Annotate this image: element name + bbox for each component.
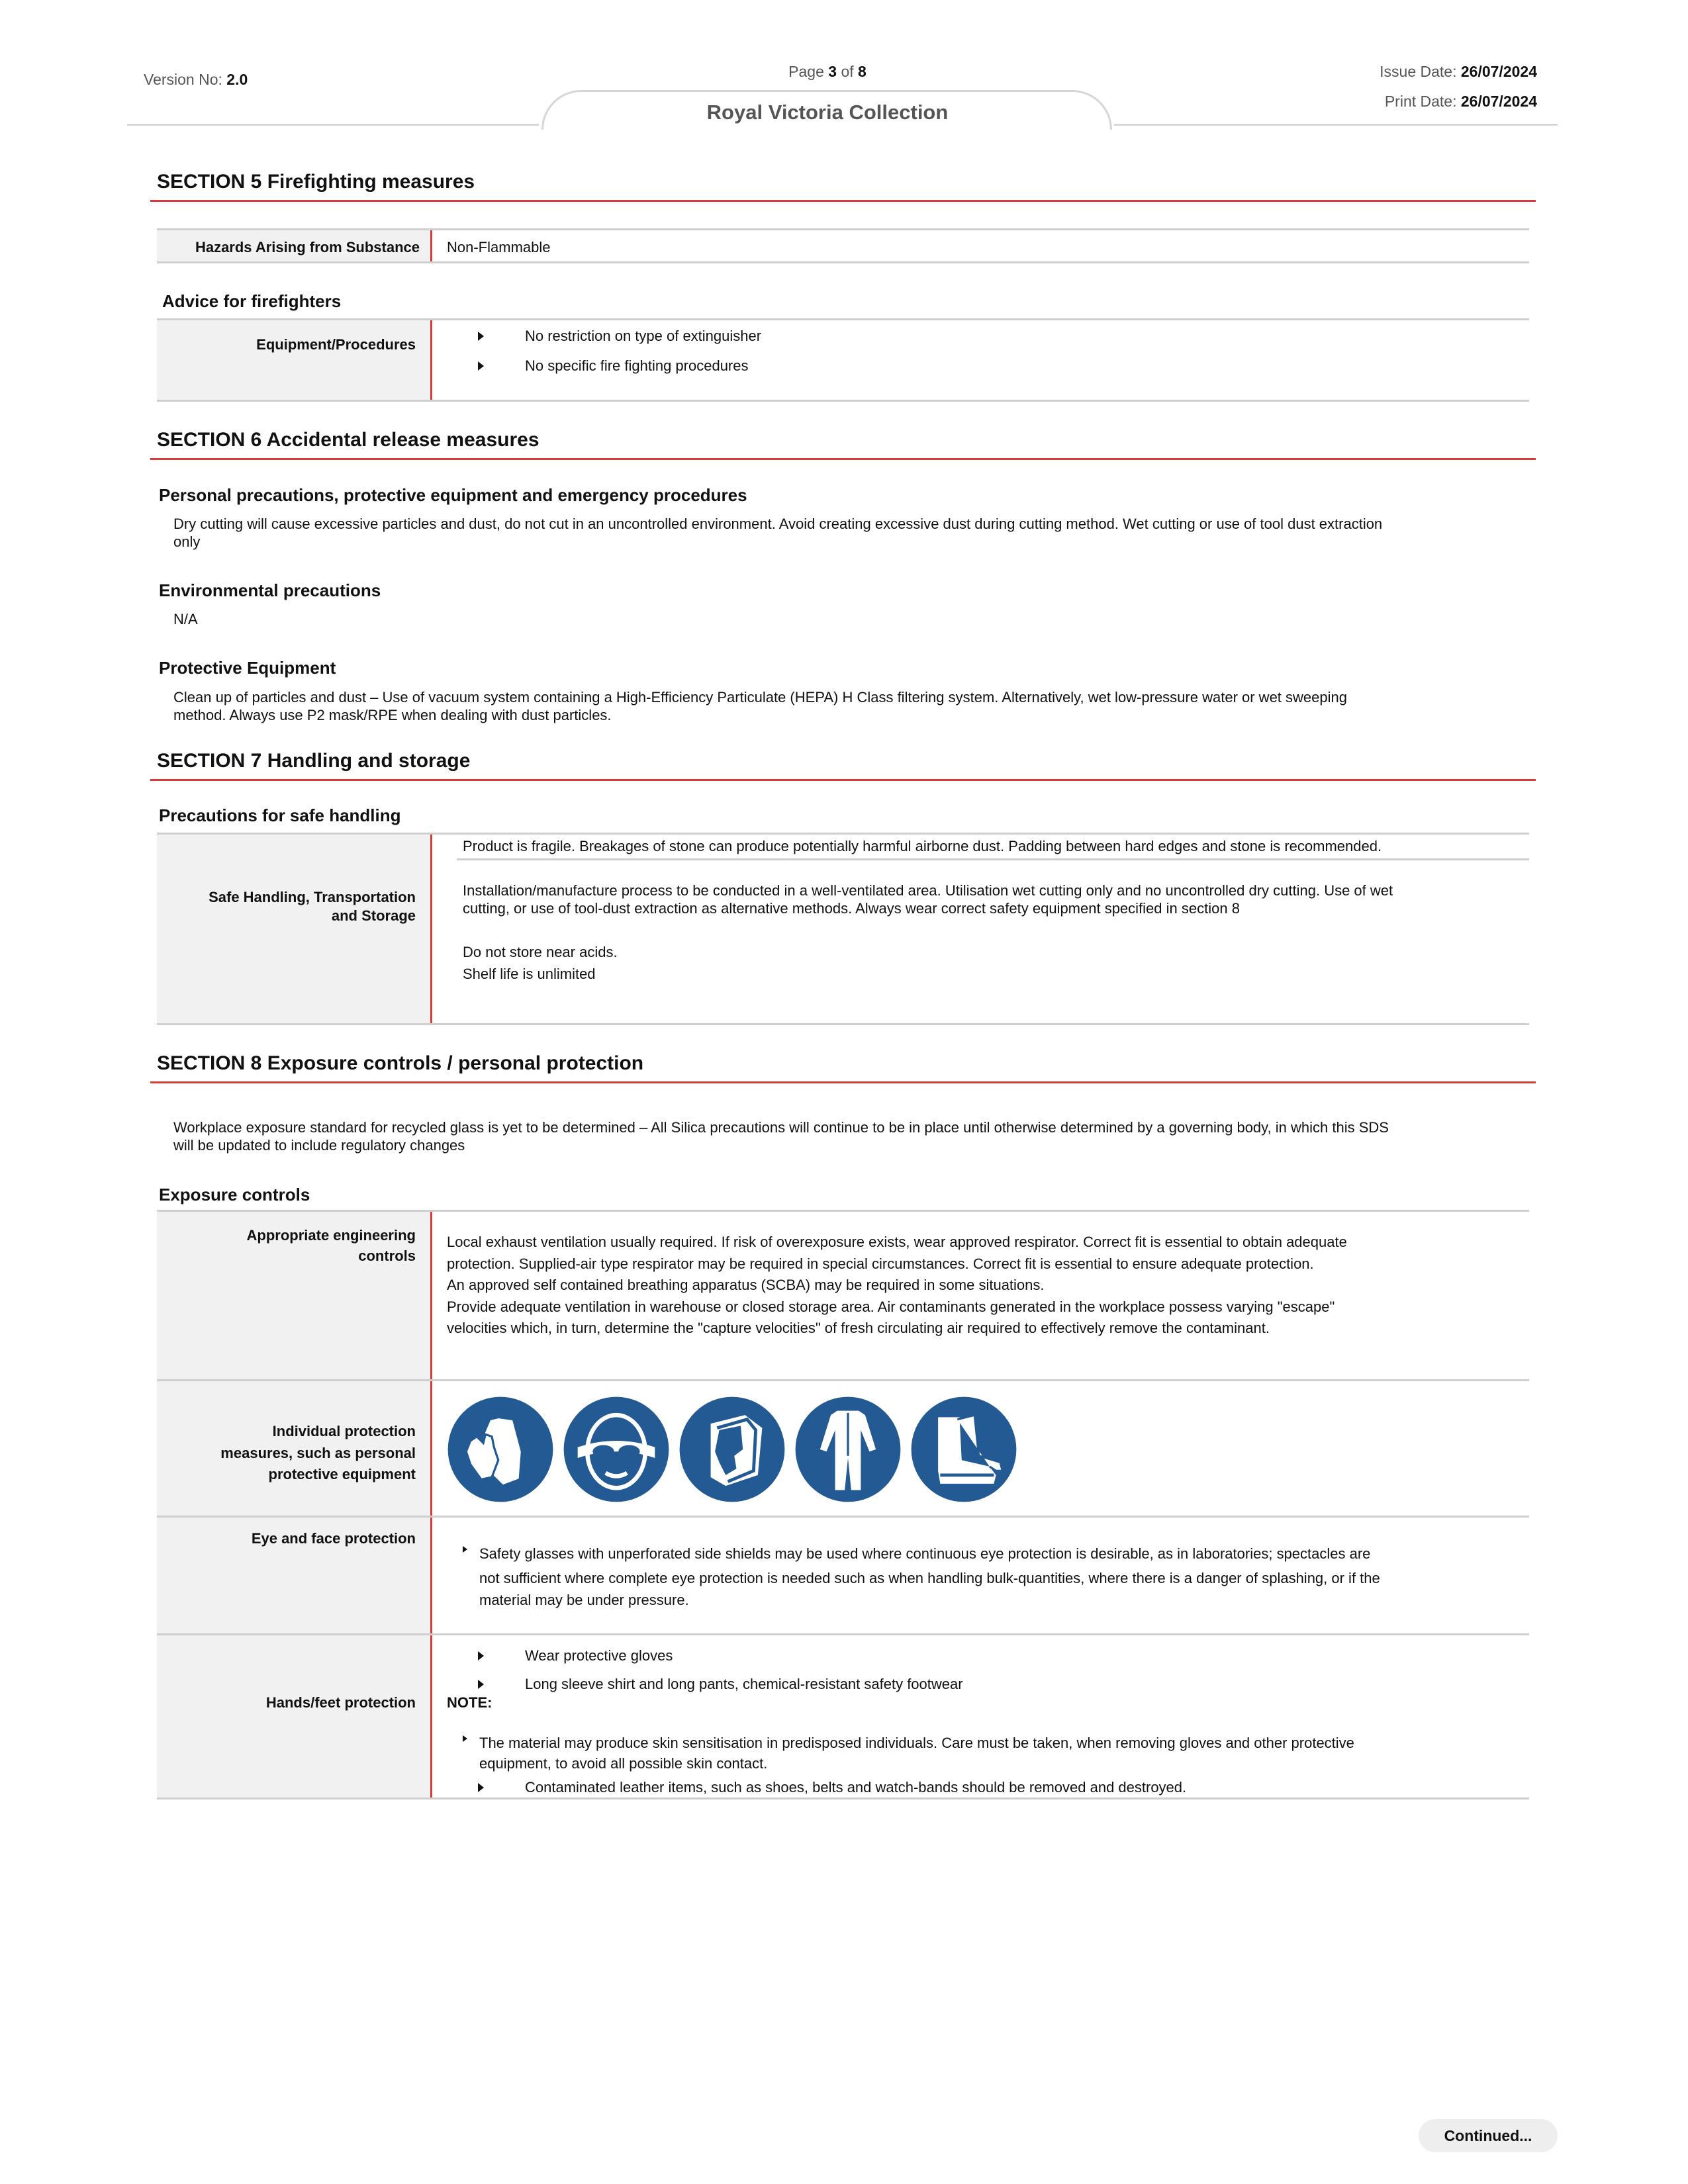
handling-row-bottom (157, 1023, 1529, 1025)
hands-feet-label: Hands/feet protection (157, 1635, 430, 1797)
bullet-arrow-icon (478, 361, 484, 371)
exposure-intro-1: Workplace exposure standard for recycled glass is yet to be determined – All Silica precautions will continue to be in place until otherwise determined by a governing body, in which this SDS (173, 1119, 1389, 1136)
hazards-divider (430, 230, 432, 261)
eye-face-label: Eye and face protection (157, 1518, 430, 1633)
coverall-icon (794, 1396, 902, 1503)
exposure-controls-title: Exposure controls (159, 1185, 310, 1205)
issue-date: Issue Date: 26/07/2024 (1380, 63, 1537, 80)
handling-inner-rule (457, 858, 1529, 860)
eye-face-line: material may be under pressure. (479, 1592, 689, 1608)
individual-label-line-3: protective equipment (268, 1466, 416, 1482)
note-text (479, 1731, 1354, 1776)
personal-precautions-text-2: only (173, 533, 201, 550)
eye-face-divider (430, 1518, 432, 1633)
version-number: Version No: 2.0 (144, 71, 248, 88)
engineering-line: Local exhaust ventilation usually required. If risk of overexposure exists, wear approved respirator. Correct fit is essential to obtain adequate (447, 1234, 1347, 1250)
engineering-text (447, 1232, 1347, 1340)
handling-paragraph-2-line-2: cutting, or use of tool-dust extraction as alternative methods. Always wear correct safety equipment specified in section 8 (463, 900, 1240, 917)
equipment-divider (430, 320, 432, 400)
note-line: The material may produce skin sensitisation in predisposed individuals. Care must be taken, when removing gloves and other protective (479, 1735, 1354, 1751)
engineering-label-line-2: controls (358, 1248, 416, 1264)
section-6-rule (150, 458, 1536, 460)
section-7-rule (150, 779, 1536, 781)
hazards-value: Non-Flammable (447, 239, 551, 255)
header-rule-left (127, 124, 539, 126)
continued-badge: Continued... (1419, 2119, 1558, 2152)
individual-protection-label (157, 1381, 430, 1516)
note-label: NOTE: (447, 1694, 492, 1711)
engineering-label-line-1: Appropriate engineering (246, 1227, 416, 1244)
product-name: Royal Victoria Collection (706, 101, 949, 124)
eye-face-text (479, 1541, 1380, 1612)
environmental-precautions-text: N/A (173, 611, 198, 627)
handling-label-line-2: and Storage (331, 907, 416, 924)
precautions-safe-handling-title: Precautions for safe handling (159, 805, 401, 825)
section-7-title: SECTION 7 Handling and storage (157, 750, 471, 772)
engineering-line: Provide adequate ventilation in warehouse or closed storage area. Air contaminants generated in the workplace possess varying "escape" (447, 1298, 1335, 1315)
equipment-item-1: No restriction on type of extinguisher (525, 328, 762, 344)
eye-face-line: not sufficient where complete eye protection is needed such as when handling bulk-quantities, where there is a danger of splashing, or if the (479, 1570, 1380, 1586)
hands-feet-row-bottom (157, 1797, 1529, 1799)
bullet-arrow-icon (478, 1783, 484, 1792)
gloves-icon (447, 1396, 554, 1503)
safety-goggles-icon (563, 1396, 670, 1503)
handling-label (157, 835, 430, 1023)
section-5-title: SECTION 5 Firefighting measures (157, 171, 475, 193)
engineering-line: velocities which, in turn, determine the "capture velocities" of fresh circulating air required to effectively remove the contaminant. (447, 1320, 1270, 1336)
engineering-line: An approved self contained breathing apparatus (SCBA) may be required in some situations. (447, 1277, 1045, 1293)
personal-precautions-title: Personal precautions, protective equipment and emergency procedures (159, 485, 747, 505)
handling-paragraph-1: Product is fragile. Breakages of stone can produce potentially harmful airborne dust. Padding between hard edges and stone is recommended. (463, 838, 1382, 854)
note-line: equipment, to avoid all possible skin contact. (479, 1755, 768, 1772)
protective-equipment-text-1: Clean up of particles and dust – Use of vacuum system containing a High-Efficiency Particulate (HEPA) H Class filtering system. Alternatively, wet low-pressure water or wet sweeping (173, 689, 1347, 705)
handling-paragraph-4: Shelf life is unlimited (463, 966, 596, 982)
individual-label-line-2: measures, such as personal (220, 1444, 416, 1461)
hazards-label: Hazards Arising from Substance (157, 230, 430, 261)
individual-label-line-1: Individual protection (272, 1423, 416, 1439)
eye-face-line: Safety glasses with unperforated side shields may be used where continuous eye protection is desirable, as in laboratories; spectacles are (479, 1545, 1371, 1562)
engineering-divider (430, 1212, 432, 1379)
bullet-arrow-icon (478, 1651, 484, 1661)
bullet-arrow-icon (463, 1735, 467, 1742)
face-shield-icon (679, 1396, 786, 1503)
bullet-arrow-icon (478, 332, 484, 341)
section-5-rule (150, 200, 1536, 202)
protective-equipment-text-2: method. Always use P2 mask/RPE when dealing with dust particles. (173, 707, 612, 723)
note-last-item: Contaminated leather items, such as shoes, belts and watch-bands should be removed and destroyed. (525, 1779, 1187, 1796)
section-8-rule (150, 1081, 1536, 1083)
page-indicator: Page 3 of 8 (788, 63, 867, 80)
protective-equipment-title: Protective Equipment (159, 658, 336, 678)
engineering-label (157, 1212, 430, 1379)
exposure-intro-2: will be updated to include regulatory changes (173, 1137, 465, 1154)
handling-paragraph-2-line-1: Installation/manufacture process to be conducted in a well-ventilated area. Utilisation wet cutting only and no uncontrolled dry cutting. Use of wet (463, 882, 1393, 899)
handling-divider (430, 835, 432, 1023)
equipment-item-2: No specific fire fighting procedures (525, 357, 749, 374)
hazards-row-bottom (157, 261, 1529, 263)
equipment-row-bottom (157, 400, 1529, 402)
individual-divider (430, 1381, 432, 1516)
header-rule-right (1114, 124, 1558, 126)
bullet-arrow-icon (463, 1546, 467, 1553)
header-tab-outline (541, 90, 1112, 130)
hands-feet-divider (430, 1635, 432, 1797)
personal-precautions-text-1: Dry cutting will cause excessive particles and dust, do not cut in an uncontrolled environment. Avoid creating excessive dust during cutting method. Wet cutting or use of tool dust extraction (173, 516, 1383, 532)
handling-paragraph-3: Do not store near acids. (463, 944, 618, 960)
engineering-line: protection. Supplied-air type respirator may be required in special circumstances. Correct fit is essential to ensure adequate protection. (447, 1255, 1314, 1272)
handling-label-line-1: Safe Handling, Transportation (209, 889, 416, 905)
print-date: Print Date: 26/07/2024 (1384, 93, 1537, 110)
advice-firefighters-title: Advice for firefighters (162, 291, 342, 311)
section-8-title: SECTION 8 Exposure controls / personal protection (157, 1052, 644, 1074)
section-6-title: SECTION 6 Accidental release measures (157, 429, 539, 451)
safety-boots-icon (910, 1396, 1017, 1503)
hands-feet-item-1: Wear protective gloves (525, 1647, 673, 1664)
bullet-arrow-icon (478, 1680, 484, 1689)
hands-feet-item-2: Long sleeve shirt and long pants, chemical-resistant safety footwear (525, 1676, 963, 1692)
equipment-label: Equipment/Procedures (157, 320, 430, 400)
environmental-precautions-title: Environmental precautions (159, 580, 381, 600)
